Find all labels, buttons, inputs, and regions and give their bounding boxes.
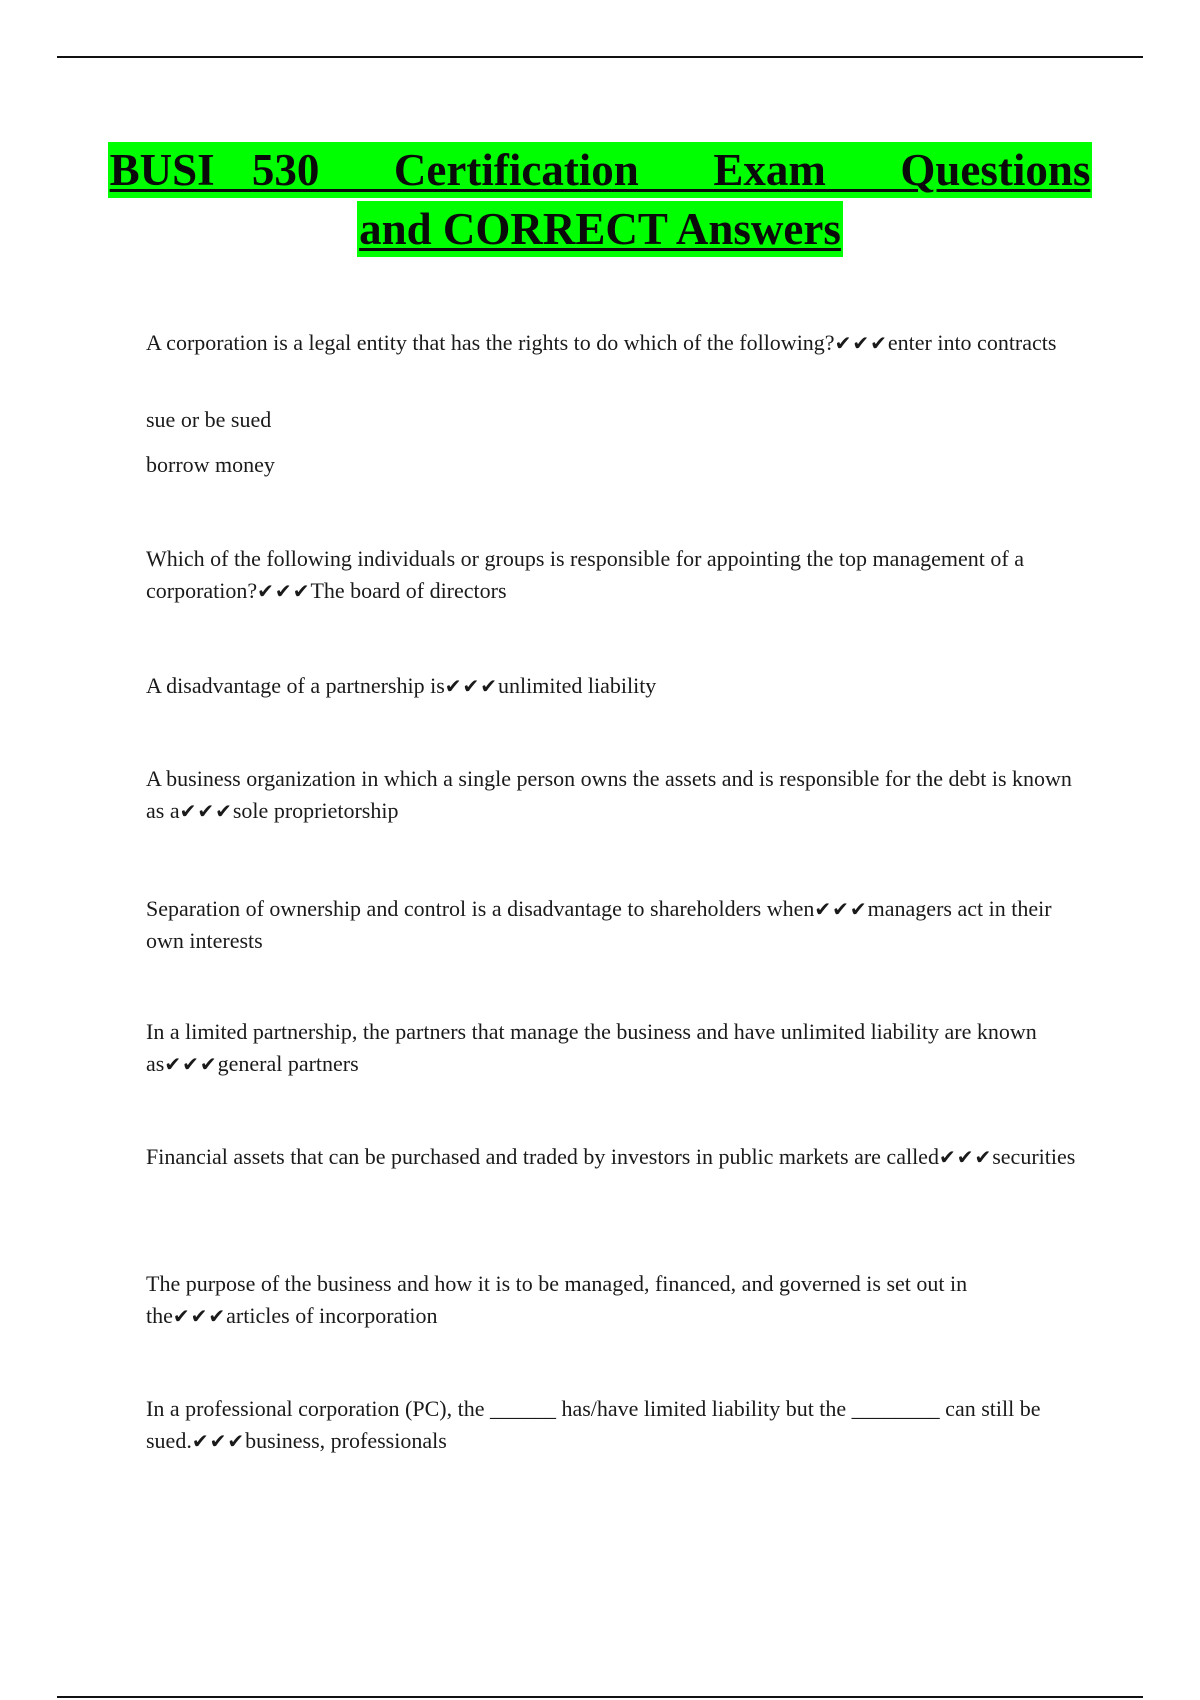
title-line-2: and CORRECT Answers — [357, 201, 843, 257]
answer-text: enter into contracts — [887, 330, 1057, 355]
answer-text: business, professionals — [245, 1428, 447, 1453]
answer-extra-line: sue or be sued — [146, 407, 272, 432]
page-title — [100, 142, 1100, 257]
title-line-1: BUSI 530 Certification Exam Questions — [108, 142, 1093, 198]
answer-text: unlimited liability — [498, 673, 657, 698]
question-text: In a professional corporation (PC), the ______ has/have limited liability but the ________ can still be sued. — [146, 1396, 1041, 1453]
qa-item-7 — [146, 1141, 1076, 1173]
checkmark-icon: ✔✔✔ — [444, 674, 499, 698]
qa-item-1 — [146, 327, 1076, 359]
answer-extra-line: borrow money — [146, 452, 275, 477]
qa-item-2 — [146, 543, 1076, 607]
checkmark-icon: ✔✔✔ — [814, 897, 868, 921]
answer-text: articles of incorporation — [226, 1303, 438, 1328]
checkmark-icon: ✔✔✔ — [938, 1145, 993, 1169]
question-text: A corporation is a legal entity that has the rights to do which of the following? — [146, 330, 835, 355]
question-text: A business organization in which a single person owns the assets and is responsible for the debt is known as a — [146, 766, 1072, 823]
question-text: The purpose of the business and how it is to be managed, financed, and governed is set out in the — [146, 1271, 968, 1328]
checkmark-icon: ✔✔✔ — [164, 1052, 218, 1076]
answer-text: managers act in their own interests — [146, 896, 1052, 953]
checkmark-icon: ✔✔✔ — [257, 579, 311, 603]
checkmark-icon: ✔✔✔ — [179, 799, 233, 823]
bottom-rule — [57, 1696, 1143, 1698]
question-text: A disadvantage of a partnership is — [146, 673, 445, 698]
question-text: Separation of ownership and control is a disadvantage to shareholders when — [146, 896, 815, 921]
answer-text: sole proprietorship — [232, 798, 399, 823]
qa-item-8 — [146, 1268, 1076, 1332]
question-text: Which of the following individuals or groups is responsible for appointing the top management of a corporation? — [146, 546, 1024, 603]
qa-item-9 — [146, 1393, 1076, 1457]
answer-text: general partners — [217, 1051, 359, 1076]
checkmark-icon: ✔✔✔ — [191, 1429, 246, 1453]
checkmark-icon: ✔✔✔ — [834, 331, 888, 355]
question-text: Financial assets that can be purchased and traded by investors in public markets are called — [146, 1144, 939, 1169]
answer-text: The board of directors — [310, 578, 507, 603]
answer-text: securities — [992, 1144, 1076, 1169]
checkmark-icon: ✔✔✔ — [172, 1304, 227, 1328]
qa-item-6 — [146, 1016, 1076, 1080]
qa-item-3 — [146, 670, 1076, 702]
top-rule — [57, 56, 1143, 58]
question-text: In a limited partnership, the partners that manage the business and have unlimited liability are known as — [146, 1019, 1037, 1076]
qa-item-5 — [146, 893, 1076, 957]
qa-item-4 — [146, 763, 1076, 827]
